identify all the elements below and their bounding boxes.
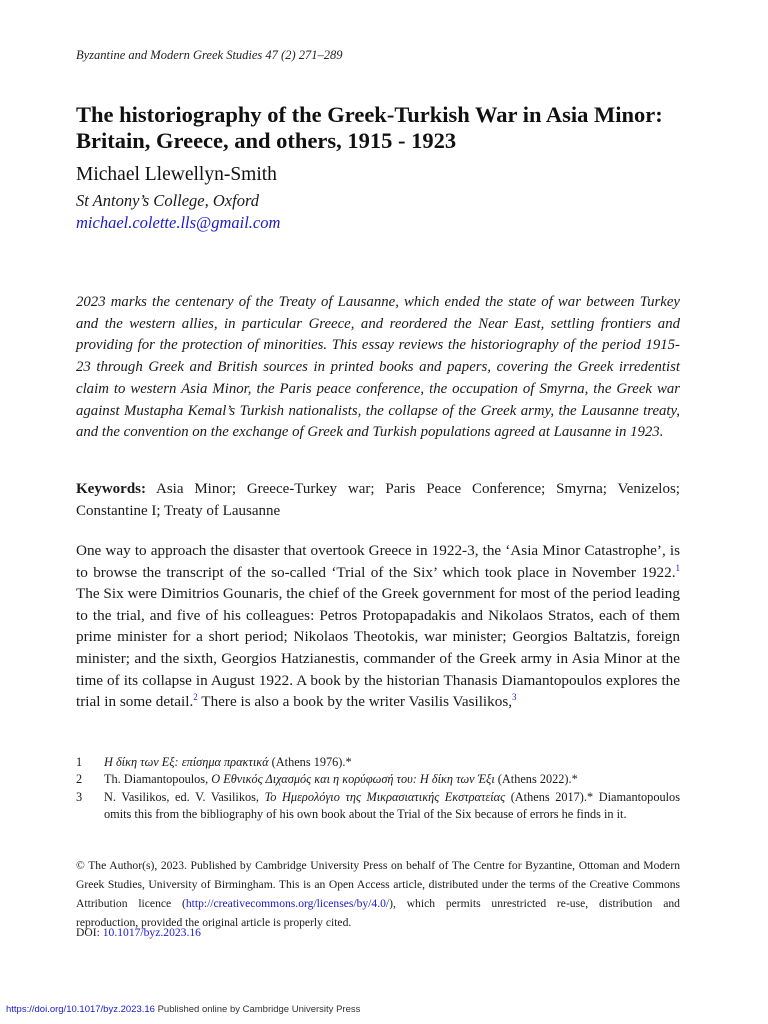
journal-citation: Byzantine and Modern Greek Studies 47 (2) 271–289 xyxy=(76,48,343,62)
footnote-pre: Th. Diamantopoulos, xyxy=(104,772,212,787)
footnote-rest: (Athens 1976).* xyxy=(268,755,352,769)
body-text-2: The Six were Dimitrios Gounaris, the chief of the Greek government for most of the period leading to the trial, and five of his colleagues: Petros Protopapadakis and Nikolaos Stratos, each of them prime minister for a short period; Nikolaos Theotokis, war minister; Georgios Baltatzis, foreign minister; and the sixth, Georgios Hatzianestis, commander of the Greek army in Asia Minor at the time of its collapse in August 1922. A book by the historian Thanasis Diamantopoulos explores the trial in some detail. xyxy=(76,585,680,711)
copyright-notice xyxy=(76,856,680,932)
footnote-text xyxy=(104,789,680,824)
footnote-number: 3 xyxy=(76,789,83,804)
footnote-rest: (Athens 2017).* Diamantopoulos omits this from the bibliography of his own book about the Trial of the Six because of errors he finds in it. xyxy=(104,789,680,822)
doi-link[interactable]: 10.1017/byz.2023.16 xyxy=(102,926,201,939)
footnote-ref-2[interactable]: 2 xyxy=(193,692,198,703)
footnote-text xyxy=(104,754,680,771)
footnote xyxy=(76,789,680,824)
footnotes xyxy=(76,754,680,824)
license-link[interactable]: http://creativecommons.org/licenses/by/4.0/ xyxy=(185,897,390,910)
footnote-rest: (Athens 2022).* xyxy=(494,772,578,787)
keywords-text: Asia Minor; Greece-Turkey war; Paris Peace Conference; Smyrna; Venizelos; Constantine I; Treaty of Lausanne xyxy=(76,481,680,519)
body-text-3: There is also a book by the writer Vasilis Vasilikos, xyxy=(197,693,513,711)
footnote xyxy=(76,771,680,788)
footnote xyxy=(76,754,680,771)
footnote-ref-3[interactable]: 3 xyxy=(512,692,517,703)
article-title: The historiography of the Greek-Turkish War in Asia Minor: Britain, Greece, and others, 1915 - 1923 xyxy=(76,102,663,153)
footnote-number: 2 xyxy=(76,772,83,787)
abstract: 2023 marks the centenary of the Treaty of Lausanne, which ended the state of war between Turkey and the western allies, in particular Greece, and reordered the Near East, settling frontiers and providing for the protection of minorities. This essay reviews the historiography of the period 1915-23 through Greek and British sources in printed books and papers, covering the Greek irredentist claim to western Asia Minor, the Paris peace conference, the occupation of Smyrna, the Greek war against Mustapha Kemal’s Turkish nationalists, the collapse of the Greek army, the Lausanne treaty, and the convention on the exchange of Greek and Turkish populations agreed at Lausanne in 1923. xyxy=(76,294,680,441)
author-affiliation: St Antony’s College, Oxford xyxy=(76,191,260,210)
footnote-title: Η δίκη των Εξ: επίσημα πρακτικά xyxy=(104,755,269,769)
page-footer xyxy=(6,1004,360,1015)
footnote-number: 1 xyxy=(76,755,83,769)
footnote-ref-1[interactable]: 1 xyxy=(675,562,680,573)
copyright-text-2: ), which permits unrestricted re-use, distribution and reproduction, provided the original article is properly cited. xyxy=(76,897,680,929)
keywords xyxy=(76,478,680,522)
footnote-title: Το Ημερολόγιο της Μικρασιατικής Εκστρατείας xyxy=(264,789,506,804)
footer-text: Published online by Cambridge University Press xyxy=(154,1004,361,1015)
keywords-label: Keywords: xyxy=(76,481,146,497)
copyright-text-1: © The Author(s), 2023. Published by Cambridge University Press on behalf of The Centre for Byzantine, Ottoman and Modern Greek Studies, University of Birmingham. This is an Open Access article, distributed under the terms of the Creative Commons Attribution licence ( xyxy=(76,859,680,910)
author-name: Michael Llewellyn-Smith xyxy=(76,164,277,185)
body-paragraph xyxy=(76,540,680,713)
body-text-1: One way to approach the disaster that overtook Greece in 1922-3, the ‘Asia Minor Catastrophe’, is to browse the transcript of the so-called ‘Trial of the Six’ which took place in November 1922. xyxy=(76,542,680,581)
footnote-text xyxy=(104,771,680,788)
footnote-title: Ο Εθνικός Διχασμός και η κορύφωσή του: Η δίκη των Έξι xyxy=(211,772,495,787)
footer-doi-link[interactable]: https://doi.org/10.1017/byz.2023.16 xyxy=(6,1004,155,1015)
doi-label: DOI: xyxy=(76,926,103,939)
footnote-pre: N. Vasilikos, ed. V. Vasilikos, xyxy=(104,789,265,804)
doi-line xyxy=(76,926,201,939)
author-email-link[interactable]: michael.colette.lls@gmail.com xyxy=(76,213,281,232)
